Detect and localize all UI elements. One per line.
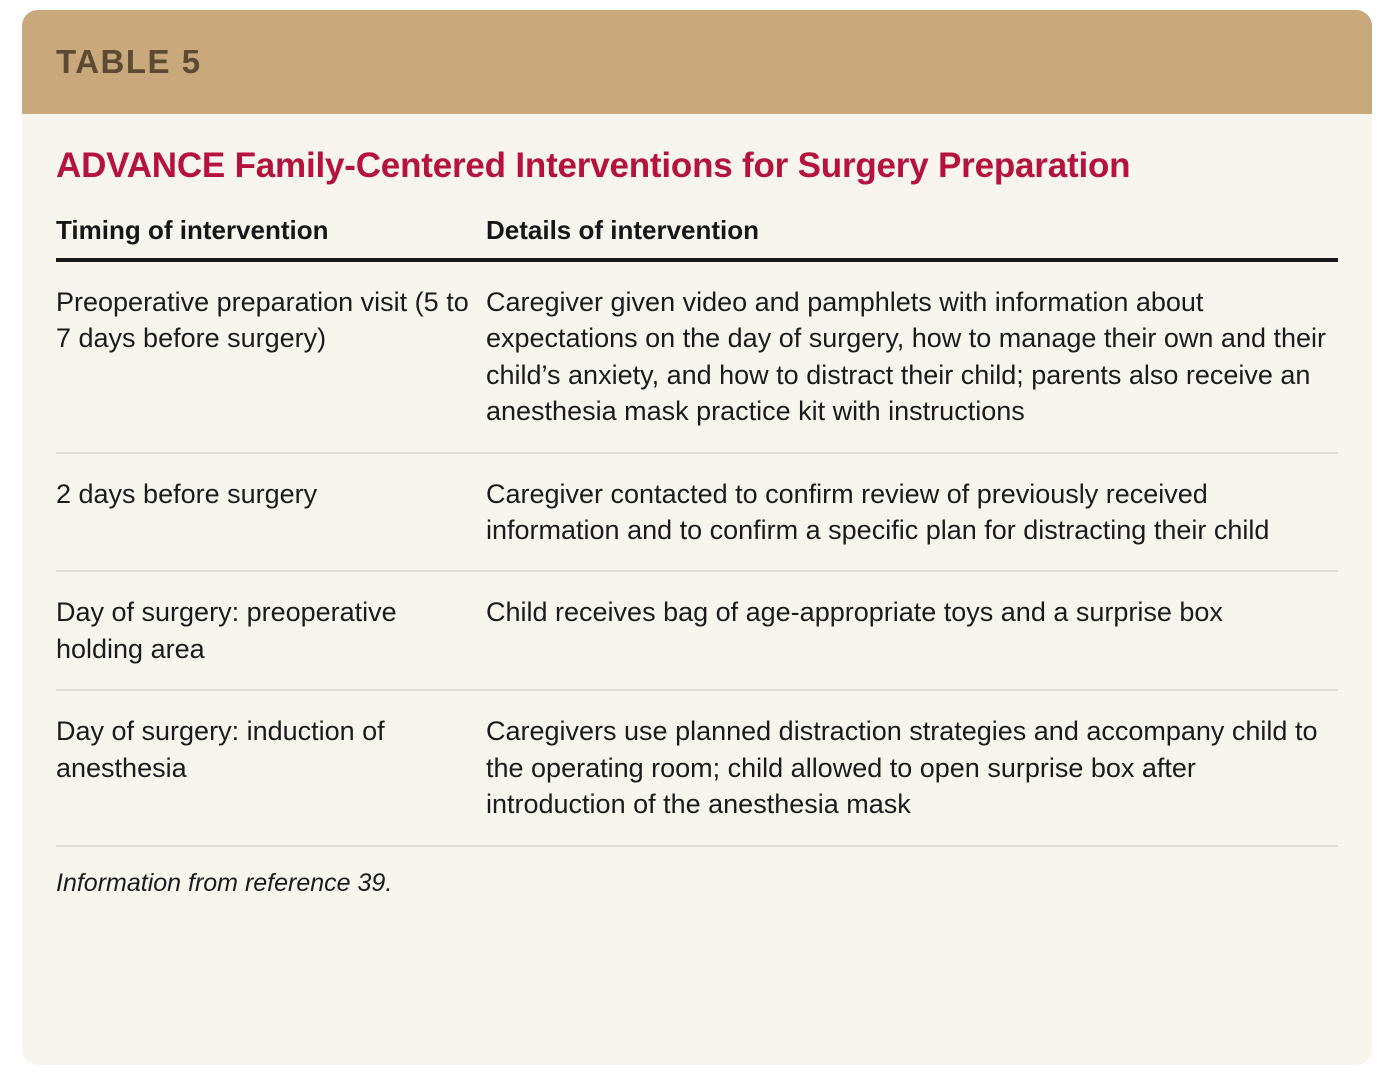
table-row [56, 260, 1338, 453]
cell-timing: Day of surgery: induction of anesthesia [56, 690, 486, 845]
column-header-details: Details of intervention [486, 214, 760, 245]
cell-timing: 2 days before surgery [56, 453, 486, 572]
cell-details: Child receives bag of age-appropriate toys and a surprise box [486, 571, 1338, 690]
table-number-label: TABLE 5 [56, 43, 202, 80]
table-card [22, 10, 1372, 1065]
column-header-timing: Timing of intervention [56, 214, 329, 245]
cell-details: Caregivers use planned distraction strategies and accompany child to the operating room; child allowed to open surprise box after introduction of the anesthesia mask [486, 690, 1338, 845]
table-header-band [22, 10, 1372, 114]
table-row [56, 690, 1338, 845]
cell-timing: Day of surgery: preoperative holding area [56, 571, 486, 690]
table-body [22, 114, 1372, 898]
table-row [56, 571, 1338, 690]
table-title: ADVANCE Family-Centered Interventions for Surgery Preparation [56, 146, 1131, 185]
cell-details: Caregiver given video and pamphlets with information about expectations on the day of surgery, how to manage their own and their child’s anxiety, and how to distract their child; parents also receive an anesthesia mask practice kit with instructions [486, 260, 1338, 453]
cell-timing: Preoperative preparation visit (5 to 7 days before surgery) [56, 260, 486, 453]
table-head [56, 215, 1338, 260]
table-footnote: Information from reference 39. [56, 868, 393, 897]
table-header-row [56, 215, 1338, 260]
table-row [56, 453, 1338, 572]
cell-details: Caregiver contacted to confirm review of previously received information and to confirm a specific plan for distracting their child [486, 453, 1338, 572]
interventions-table [56, 215, 1338, 847]
table-body-rows [56, 260, 1338, 846]
